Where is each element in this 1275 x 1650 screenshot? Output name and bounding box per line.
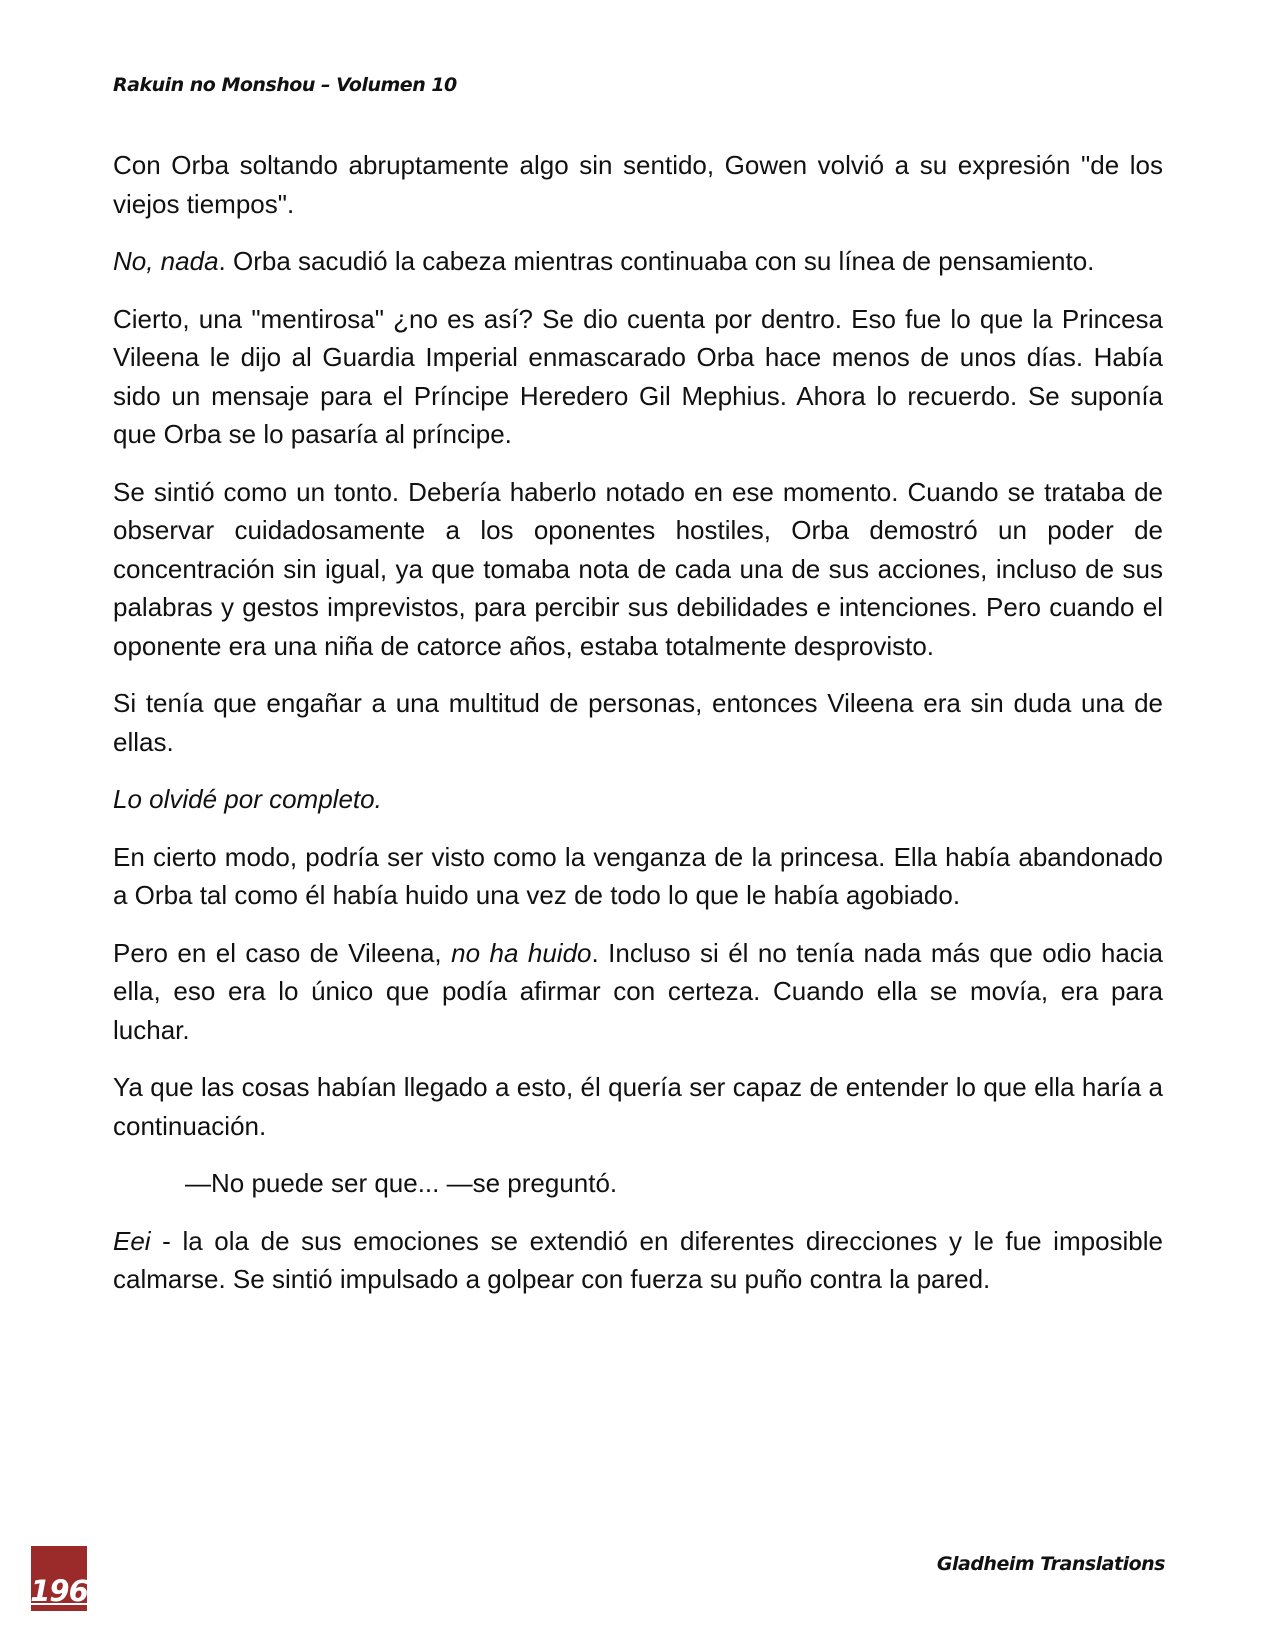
- italic-text: no ha huido: [451, 937, 592, 968]
- running-header: Rakuin no Monshou – Volumen 10: [113, 74, 457, 96]
- italic-text: Eei: [113, 1225, 151, 1256]
- paragraph-text: Pero en el caso de Vileena,: [113, 937, 452, 968]
- italic-text: Lo olvidé por completo.: [113, 784, 382, 814]
- paragraph-text: En cierto modo, podría ser visto como la venganza de la princesa. Ella había abandonado a Orba tal como él había huido una vez de todo lo que le había agobiado.: [113, 841, 1163, 910]
- paragraph-text: Ya que las cosas habían llegado a esto, él quería ser capaz de entender lo que ella haría a continuación.: [113, 1072, 1163, 1141]
- page-number-badge: [31, 1546, 87, 1611]
- paragraph-text: —No puede ser que... —se preguntó.: [185, 1168, 618, 1198]
- paragraph: [113, 838, 1163, 915]
- paragraph: [113, 934, 1163, 1050]
- footer-credit: Gladheim Translations: [936, 1553, 1165, 1575]
- paragraph: [113, 1164, 1163, 1203]
- page-number: 196: [30, 1574, 88, 1608]
- paragraph-text: Si tenía que engañar a una multitud de personas, entonces Vileena era sin duda una de ellas.: [113, 688, 1163, 757]
- paragraph: [113, 1222, 1163, 1299]
- paragraph: [113, 780, 1163, 819]
- paragraph: [113, 473, 1163, 666]
- paragraph: [113, 684, 1163, 761]
- paragraph: [113, 242, 1163, 281]
- paragraph-text: - la ola de sus emociones se extendió en diferentes direcciones y le fue imposible calmarse. Se sintió impulsado a golpear con fuerza su puño contra la pared.: [113, 1225, 1163, 1294]
- paragraph-text: Con Orba soltando abruptamente algo sin sentido, Gowen volvió a su expresión "de los viejos tiempos".: [113, 150, 1163, 219]
- paragraph-text: . Orba sacudió la cabeza mientras continuaba con su línea de pensamiento.: [218, 246, 1095, 276]
- paragraph-text: Cierto, una "mentirosa" ¿no es así? Se dio cuenta por dentro. Eso fue lo que la Princesa Vileena le dijo al Guardia Imperial enmascarado Orba hace menos de unos días. Había sido un mensaje para el Príncipe Heredero Gil Mephius. Ahora lo recuerdo. Se suponía que Orba se lo pasaría al príncipe.: [113, 303, 1163, 449]
- paragraph: [113, 300, 1163, 454]
- body-text: [113, 146, 1163, 1318]
- paragraph-text: Se sintió como un tonto. Debería haberlo notado en ese momento. Cuando se trataba de observar cuidadosamente a los oponentes hostiles, Orba demostró un poder de concentración sin igual, ya que tomaba nota de cada una de sus acciones, incluso de sus palabras y gestos imprevistos, para percibir sus debilidades e intenciones. Pero cuando el oponente era una niña de catorce años, estaba totalmente desprovisto.: [113, 476, 1163, 661]
- paragraph: [113, 146, 1163, 223]
- paragraph: [113, 1068, 1163, 1145]
- italic-text: No, nada: [113, 246, 219, 276]
- paragraph-text: . Incluso si él no tenía nada más que odio hacia ella, eso era lo único que podía afirmar con certeza. Cuando ella se movía, era para luchar.: [113, 937, 1164, 1045]
